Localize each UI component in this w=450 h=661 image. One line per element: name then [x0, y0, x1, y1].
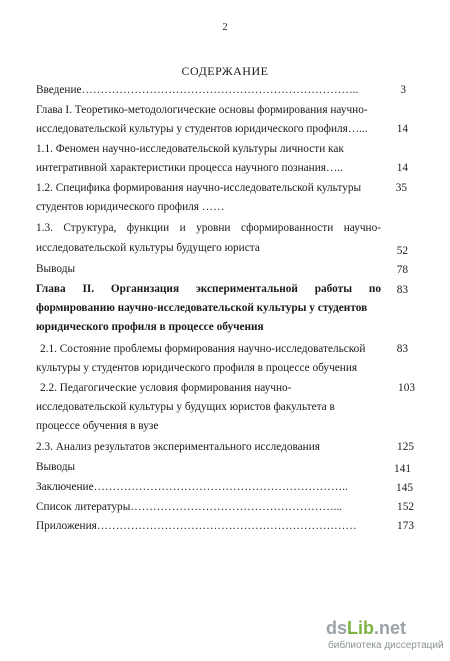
toc-page-conclusions2: 141 [394, 463, 411, 475]
toc-page-conclusion: 145 [396, 482, 413, 494]
toc-heading: СОДЕРЖАНИЕ [181, 64, 269, 78]
toc-entry-1-1-line1: 1.1. Феномен научно-исследовательской культуры личности как [36, 143, 344, 155]
toc-entry-chapter1-line1: Глава I. Теоретико-методологические основы формирования научно- [36, 104, 368, 116]
toc-entry-1-1-line2: интегративной характеристики процесса научного познания….. [36, 162, 343, 174]
toc-page-2-1: 83 [396, 343, 408, 355]
watermark-tagline: библиотека диссертаций [328, 640, 444, 651]
toc-entry-1-3-line1: 1.3. Структура, функции и уровни сформированности научно- [36, 222, 381, 234]
toc-page-conclusions1: 78 [396, 264, 408, 276]
toc-entry-conclusions1: Выводы [36, 263, 76, 275]
dslib-watermark-logo [326, 618, 446, 658]
brand-suffix: .net [374, 618, 407, 638]
toc-entry-2-2-line2: исследовательской культуры у будущих юристов факультета в [36, 401, 335, 413]
toc-entry-bibliography: Список литературы………………………………………………... [36, 501, 343, 513]
page-number: 2 [222, 22, 228, 33]
toc-entry-1-2-line2: студентов юридического профиля …… [36, 201, 225, 213]
toc-page-intro: 3 [400, 84, 406, 96]
toc-entry-intro: Введение……………………………………………………………….. [36, 84, 359, 96]
toc-entry-chapter1-line2: исследовательской культуры у студентов юридического профиля…... [36, 123, 368, 135]
toc-entry-conclusion: Заключение………………………………………………………….. [36, 481, 348, 493]
toc-entry-2-3: 2.3. Анализ результатов экспериментального исследования [36, 441, 320, 453]
toc-page-2-3: 125 [397, 441, 414, 453]
toc-page-bibliography: 152 [397, 501, 414, 513]
toc-page-1-1: 14 [396, 162, 408, 174]
toc-entry-2-1-line2: культуры у студентов юридического профиля в процессе обучения [36, 362, 358, 374]
toc-entry-chapter2-line2: формированию научно-исследовательской культуры у студентов [36, 302, 368, 314]
toc-page-appendices: 173 [397, 520, 414, 532]
toc-entry-chapter2-line1 [36, 281, 381, 298]
toc-page-chapter1: 14 [396, 123, 408, 135]
toc-page-chapter2: 83 [396, 284, 408, 296]
toc-entry-1-2-line1: 1.2. Специфика формирования научно-исследовательской культуры [36, 182, 362, 194]
toc-entry-2-1-line1: 2.1. Состояние проблемы формирования научно-исследовательской [40, 343, 366, 355]
toc-entry-appendices: Приложения…………………………………………………………… [36, 520, 357, 532]
brand-highlight: Lib [347, 618, 375, 638]
watermark-brand [326, 618, 406, 639]
toc-entry-conclusions2: Выводы [36, 461, 76, 473]
toc-page-1-3: 52 [396, 245, 408, 257]
toc-page-2-2: 103 [398, 382, 415, 394]
toc-entry-1-3-line2: исследовательской культуры будущего юриста [36, 242, 260, 254]
toc-entry-chapter2-line3: юридического профиля в процессе обучения [36, 321, 264, 333]
toc-page-1-2: 35 [395, 182, 407, 194]
brand-prefix: ds [326, 618, 348, 638]
chapter2-line1-text: Глава II. Организация экспериментальной работы по [36, 283, 381, 295]
toc-entry-2-2-line1: 2.2. Педагогические условия формирования научно- [40, 382, 292, 394]
toc-entry-2-2-line3: процессе обучения в вузе [36, 420, 159, 432]
